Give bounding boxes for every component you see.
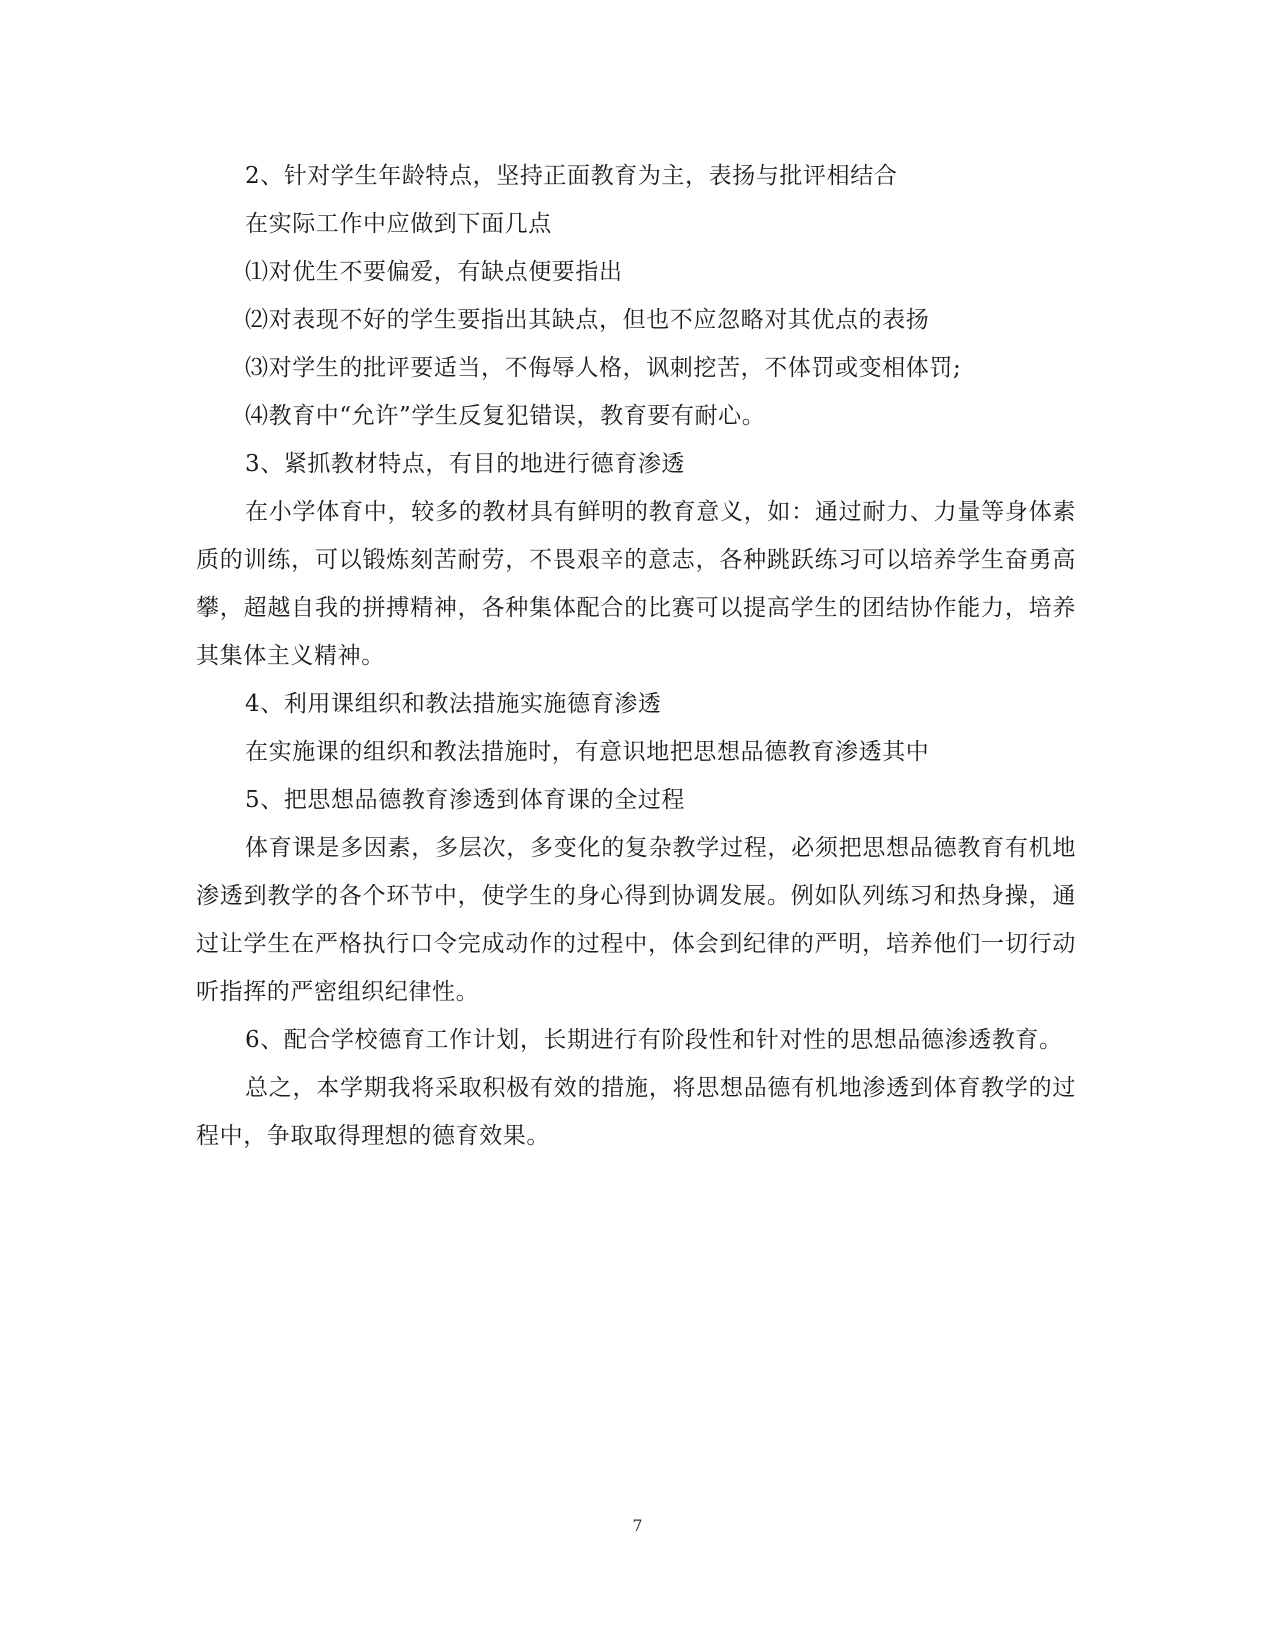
paragraph-whole-process: 体育课是多因素，多层次，多变化的复杂教学过程，必须把思想品德教育有机地渗透到教学的各个环节中，使学生的身心得到协调发展。例如队列练习和热身操，通过让学生在严格执行口令完成动作的过程中，体会到纪律的严明，培养他们一切行动听指挥的严密组织纪律性。 xyxy=(196,835,1076,1005)
section-heading-6: 6、配合学校德育工作计划，长期进行有阶段性和针对性的思想品德渗透教育。 xyxy=(245,1027,1063,1053)
paragraph-class-organization: 在实施课的组织和教法措施时，有意识地把思想品德教育渗透其中 xyxy=(245,739,930,765)
list-item-4: ⑷教育中“允许”学生反复犯错误，教育要有耐心。 xyxy=(245,403,766,429)
page-number: 7 xyxy=(632,1516,643,1535)
section-heading-2: 2、针对学生年龄特点，坚持正面教育为主，表扬与批评相结合 xyxy=(245,163,898,189)
list-item-1: ⑴对优生不要偏爱，有缺点便要指出 xyxy=(245,259,623,285)
list-item-3: ⑶对学生的批评要适当，不侮辱人格，讽刺挖苦，不体罚或变相体罚; xyxy=(245,355,962,381)
section-heading-3: 3、紧抓教材特点，有目的地进行德育渗透 xyxy=(245,451,686,477)
paragraph-teaching-materials: 在小学体育中，较多的教材具有鲜明的教育意义，如：通过耐力、力量等身体素质的训练，可以锻炼刻苦耐劳，不畏艰辛的意志，各种跳跃练习可以培养学生奋勇高攀，超越自我的拼搏精神，各种集体配合的比赛可以提高学生的团结协作能力，培养其集体主义精神。 xyxy=(196,499,1076,669)
paragraph-intro-points: 在实际工作中应做到下面几点 xyxy=(245,211,552,237)
section-heading-4: 4、利用课组织和教法措施实施德育渗透 xyxy=(245,691,662,717)
paragraph-conclusion: 总之，本学期我将采取积极有效的措施，将思想品德有机地渗透到体育教学的过程中，争取取得理想的德育效果。 xyxy=(196,1075,1076,1149)
document-body xyxy=(196,152,1076,1160)
section-heading-5: 5、把思想品德教育渗透到体育课的全过程 xyxy=(245,787,686,813)
list-item-2: ⑵对表现不好的学生要指出其缺点，但也不应忽略对其优点的表扬 xyxy=(245,307,930,333)
